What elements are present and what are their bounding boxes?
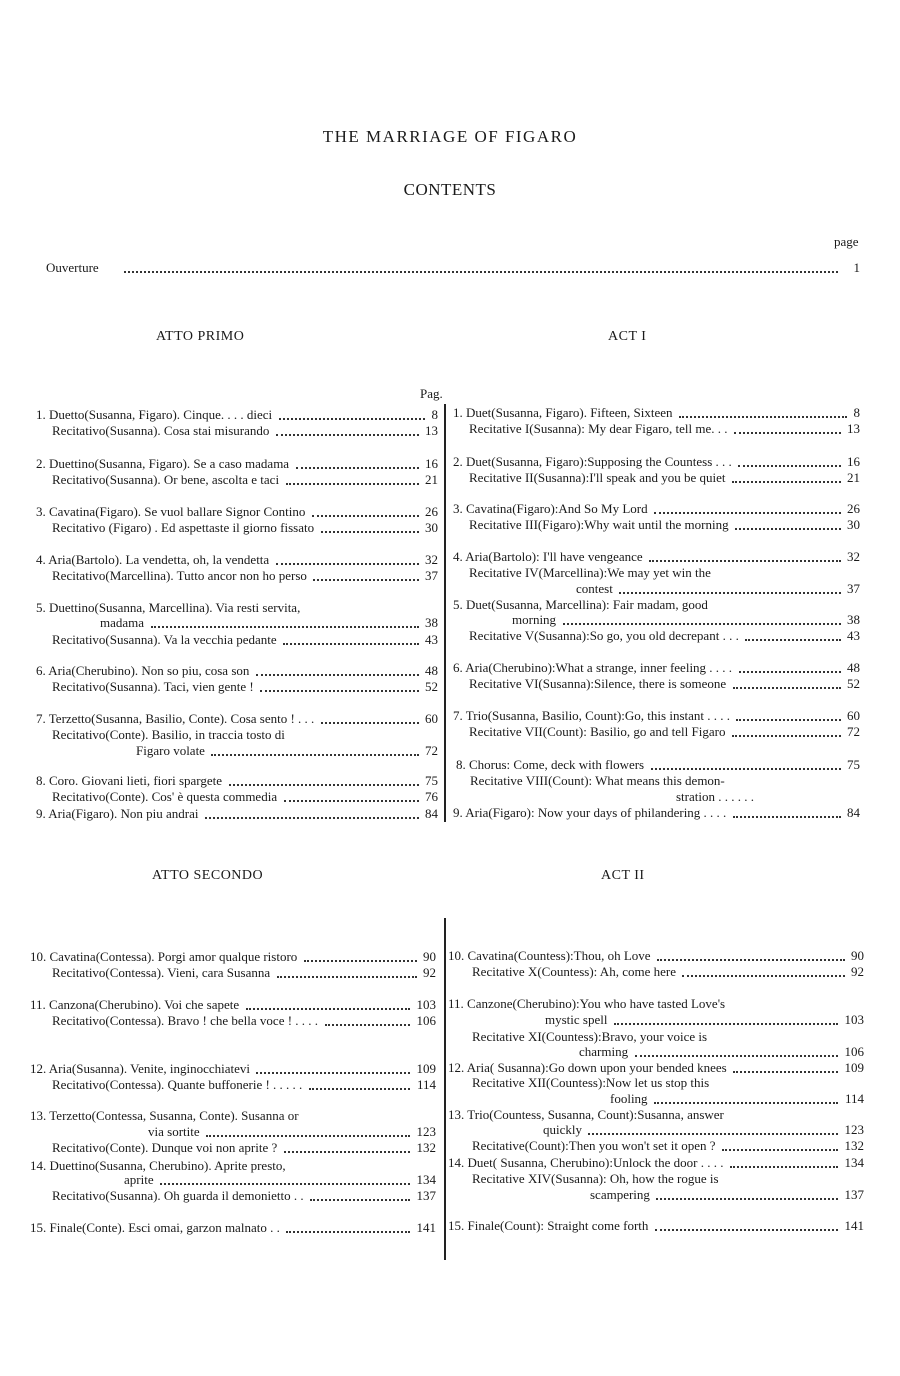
entry-page-number: 60: [847, 708, 860, 723]
page-title: THE MARRIAGE OF FIGARO: [322, 127, 578, 146]
entry-title: 6. Aria(Cherubino):What a strange, inner feeling . . . .: [453, 660, 733, 675]
contents-entry: [545, 1012, 864, 1028]
entry-page-number: 48: [847, 660, 860, 675]
act1-italian-heading: ATTO PRIMO: [156, 329, 245, 344]
entry-title: Recitativo(Susanna). Va la vecchia pedante: [52, 632, 277, 647]
entry-title: via sortite: [148, 1124, 200, 1139]
entry-title: morning: [512, 612, 557, 627]
entry-page-number: 123: [844, 1122, 864, 1137]
leader-dots: [286, 467, 419, 485]
entry-title: Recitative VII(Count): Basilio, go and tell Figaro: [469, 724, 726, 739]
entry-title: Recitative XI(Countess):Bravo, your voice is: [472, 1029, 708, 1044]
contents-entry: [30, 1220, 436, 1236]
entry-title: Recitativo(Contessa). Vieni, cara Susanna: [52, 965, 271, 980]
contents-entry: [469, 421, 860, 437]
entry-page-number: 137: [844, 1187, 864, 1202]
entry-page-number: 30: [847, 517, 860, 532]
entry-page-number: 60: [425, 711, 438, 726]
entry-title: 11. Canzona(Cherubino). Voi che sapete: [30, 997, 240, 1012]
page-column-header: page: [834, 234, 859, 249]
entry-page-number: 75: [847, 757, 860, 772]
leader-dots: [745, 623, 841, 641]
contents-entry: [52, 520, 438, 536]
contents-entry: [456, 757, 860, 773]
contents-entry: [52, 1013, 436, 1029]
entry-title: quickly: [543, 1122, 582, 1137]
entry-page-number: 103: [416, 997, 436, 1012]
contents-entry: [52, 679, 438, 695]
entry-page-number: 37: [847, 581, 860, 596]
leader-dots: [733, 671, 841, 689]
column-divider: [444, 918, 446, 1260]
entry-page-number: 13: [425, 423, 438, 438]
entry-title: 14. Duettino(Susanna, Cherubino). Aprite presto,: [30, 1158, 286, 1173]
contents-entry: [136, 743, 438, 759]
entry-title: Recitative V(Susanna):So go, you old decrepant . . .: [469, 628, 739, 643]
entry-title: 1. Duet(Susanna, Figaro). Fifteen, Sixteen: [453, 405, 673, 420]
entry-title: 12. Aria(Susanna). Venite, inginocchiatevi: [30, 1061, 250, 1076]
entry-title: 5. Duettino(Susanna, Marcellina). Via resti servita,: [36, 600, 301, 615]
entry-title: Recitativo(Contessa). Bravo ! che bella voce ! . . . .: [52, 1013, 319, 1028]
entry-title: Recitative XII(Countess):Now let us stop this: [472, 1075, 710, 1090]
leader-dots: [205, 801, 419, 819]
contents-entry: [448, 1155, 864, 1171]
leader-dots: [284, 784, 419, 802]
entry-title: 13. Trio(Countess, Susanna, Count):Susanna, answer: [448, 1107, 724, 1122]
entry-page-number: 84: [425, 806, 438, 821]
entry-title: Recitativo(Susanna). Taci, vien gente !: [52, 679, 254, 694]
leader-dots: [321, 515, 419, 533]
entry-page-number: 92: [851, 964, 864, 979]
leader-dots: [276, 418, 419, 436]
contents-entry: [52, 1077, 436, 1093]
entry-page-number: 134: [844, 1155, 864, 1170]
entry-page-number: 84: [847, 805, 860, 820]
entry-title: Recitativo(Marcellina). Tutto ancor non ho perso: [52, 568, 307, 583]
leader-dots: [211, 738, 419, 756]
entry-title: 1. Duetto(Susanna, Figaro). Cinque. . . . dieci: [36, 407, 273, 422]
overture-entry: [46, 260, 860, 276]
leader-dots: [286, 1215, 410, 1233]
contents-entry: [448, 1060, 864, 1076]
entry-page-number: 13: [847, 421, 860, 436]
leader-dots: [321, 706, 419, 724]
entry-page-number: 137: [416, 1188, 436, 1203]
overture-page: 1: [853, 260, 860, 275]
entry-title: 14. Duet( Susanna, Cherubino):Unlock the door . . . .: [448, 1155, 724, 1170]
leader-dots: [732, 719, 841, 737]
contents-entry: [469, 628, 860, 644]
entry-title: Recitativo(Susanna). Cosa stai misurando: [52, 423, 270, 438]
entry-page-number: 52: [847, 676, 860, 691]
entry-page-number: 106: [844, 1044, 864, 1059]
entry-page-number: 134: [416, 1172, 436, 1187]
entry-page-number: 43: [425, 632, 438, 647]
entry-page-number: 32: [847, 549, 860, 564]
contents-entry: [576, 581, 860, 597]
entry-title: 9. Aria(Figaro): Now your days of philandering . . . .: [453, 805, 727, 820]
leader-dots: [325, 1008, 410, 1026]
contents-entry: [52, 1140, 436, 1156]
entry-title: Recitativo(Conte). Cos' è questa commedia: [52, 789, 278, 804]
leader-dots: [656, 1182, 838, 1200]
entry-title: 10. Cavatina(Contessa). Porgi amor qualque ristoro: [30, 949, 298, 964]
entry-page-number: 114: [844, 1091, 864, 1106]
entry-title: Recitative IV(Marcellina):We may yet win the: [469, 565, 711, 580]
leader-dots: [310, 1183, 410, 1201]
entry-title: Recitative VIII(Count): What means this demon-: [470, 773, 725, 788]
contents-entry: [52, 472, 438, 488]
entry-title: Recitativo (Figaro) . Ed aspettaste il giorno fissato: [52, 520, 315, 535]
entry-title: 15. Finale(Count): Straight come forth: [448, 1218, 649, 1233]
entry-page-number: 72: [847, 724, 860, 739]
contents-heading: CONTENTS: [403, 180, 497, 199]
entry-page-number: 21: [847, 470, 860, 485]
entry-title: Recitative(Count):Then you won't set it open ?: [472, 1138, 716, 1153]
contents-entry: [453, 805, 860, 821]
entry-page-number: 21: [425, 472, 438, 487]
entry-page-number: 76: [425, 789, 438, 804]
leader-dots: [722, 1133, 838, 1151]
act2-italian-heading: ATTO SECONDO: [152, 868, 264, 883]
leader-dots: [277, 960, 417, 978]
entry-page-number: 123: [416, 1124, 436, 1139]
entry-title: 4. Aria(Bartolo): I'll have vengeance: [453, 549, 643, 564]
leader-dots: [649, 544, 841, 562]
leader-dots: [732, 465, 841, 483]
leader-dots: [733, 800, 841, 818]
contents-entry: [470, 773, 860, 789]
leader-dots: [619, 576, 841, 594]
leader-dots: [284, 1135, 410, 1153]
entry-title: 12. Aria( Susanna):Go down upon your bended knees: [448, 1060, 727, 1075]
entry-page-number: 16: [425, 456, 438, 471]
entry-page-number: 8: [431, 407, 438, 422]
contents-entry: [52, 965, 436, 981]
contents-entry: [52, 568, 438, 584]
leader-dots: [654, 1086, 838, 1104]
entry-page-number: 52: [425, 679, 438, 694]
entry-title: 4. Aria(Bartolo). La vendetta, oh, la vendetta: [36, 552, 270, 567]
entry-page-number: 132: [844, 1138, 864, 1153]
leader-dots: [682, 959, 845, 977]
entry-title: 10. Cavatina(Countess):Thou, oh Love: [448, 948, 651, 963]
entry-title: contest: [576, 581, 613, 596]
leader-dots: [309, 1072, 410, 1090]
entry-title: Recitativo(Conte). Basilio, in traccia tosto di: [52, 727, 285, 742]
contents-entry: [469, 676, 860, 692]
entry-title: Recitativo(Conte). Dunque voi non aprite ?: [52, 1140, 278, 1155]
entry-page-number: 90: [423, 949, 436, 964]
entry-page-number: 16: [847, 454, 860, 469]
entry-page-number: 109: [844, 1060, 864, 1075]
entry-page-number: 132: [416, 1140, 436, 1155]
entry-title: 6. Aria(Cherubino). Non so piu, cosa son: [36, 663, 250, 678]
contents-entry: [52, 1188, 436, 1204]
contents-entry: [469, 470, 860, 486]
entry-page-number: 37: [425, 568, 438, 583]
leader-dots: [313, 563, 419, 581]
entry-title: 8. Chorus: Come, deck with flowers: [456, 757, 645, 772]
entry-title: Recitative III(Figaro):Why wait until the morning: [469, 517, 729, 532]
entry-title: 2. Duettino(Susanna, Figaro). Se a caso madama: [36, 456, 290, 471]
entry-page-number: 32: [425, 552, 438, 567]
pag-column-header: Pag.: [420, 386, 443, 401]
leader-dots: [735, 512, 841, 530]
contents-entry: [453, 549, 860, 565]
entry-page-number: 90: [851, 948, 864, 963]
contents-entry: [36, 711, 438, 727]
entry-title: mystic spell: [545, 1012, 608, 1027]
act1-english-heading: ACT I: [608, 329, 647, 344]
entry-title: 5. Duet(Susanna, Marcellina): Fair madam, good: [453, 597, 708, 612]
entry-page-number: 75: [425, 773, 438, 788]
contents-entry: [590, 1187, 864, 1203]
contents-entry: [469, 517, 860, 533]
entry-title: 15. Finale(Conte). Esci omai, garzon malnato . .: [30, 1220, 280, 1235]
contents-entry: [469, 724, 860, 740]
entry-page-number: 8: [853, 405, 860, 420]
entry-title: 13. Terzetto(Contessa, Susanna, Conte). Susanna or: [30, 1108, 299, 1123]
contents-entry: [610, 1091, 864, 1107]
entry-title: Recitative X(Countess): Ah, come here: [472, 964, 676, 979]
column-divider: [444, 404, 446, 822]
entry-title: Recitativo(Susanna). Oh guarda il demonietto . .: [52, 1188, 304, 1203]
entry-page-number: 103: [844, 1012, 864, 1027]
entry-title: Figaro volate: [136, 743, 205, 758]
leader-dots: [733, 1055, 838, 1073]
leader-dots: [730, 1150, 838, 1168]
entry-title: Recitative XIV(Susanna): Oh, how the rogue is: [472, 1171, 719, 1186]
entry-title: charming: [579, 1044, 629, 1059]
entry-title: Recitative II(Susanna):I'll speak and you be quiet: [469, 470, 726, 485]
leader-dots: [283, 627, 419, 645]
entry-title: 8. Coro. Giovani lieti, fiori spargete: [36, 773, 223, 788]
entry-title: aprite: [124, 1172, 154, 1187]
entry-title: scampering: [590, 1187, 650, 1202]
leader-dots: [260, 674, 419, 692]
entry-title: 9. Aria(Figaro). Non piu andrai: [36, 806, 199, 821]
entry-page-number: 26: [425, 504, 438, 519]
entry-title: Recitativo(Susanna). Or bene, ascolta e taci: [52, 472, 280, 487]
entry-page-number: 72: [425, 743, 438, 758]
entry-page-number: 38: [425, 615, 438, 630]
leader-dots: [614, 1007, 838, 1025]
entry-title: Recitative VI(Susanna):Silence, there is someone: [469, 676, 727, 691]
entry-title: stration . . . . . .: [676, 789, 754, 804]
overture-label: Ouverture: [46, 260, 99, 275]
entry-page-number: 30: [425, 520, 438, 535]
entry-title: Recitativo(Contessa). Quante buffonerie ! . . . . .: [52, 1077, 303, 1092]
leader-dots: [124, 255, 838, 273]
contents-entry: [52, 632, 438, 648]
entry-page-number: 141: [416, 1220, 436, 1235]
leader-dots: [655, 1213, 838, 1231]
contents-entry: [52, 423, 438, 439]
entry-page-number: 114: [416, 1077, 436, 1092]
entry-page-number: 109: [416, 1061, 436, 1076]
entry-title: 3. Cavatina(Figaro). Se vuol ballare Signor Contino: [36, 504, 306, 519]
contents-entry: [36, 806, 438, 822]
entry-title: 11. Canzone(Cherubino):You who have tasted Love's: [448, 996, 726, 1011]
entry-page-number: 43: [847, 628, 860, 643]
entry-page-number: 141: [844, 1218, 864, 1233]
entry-title: 7. Terzetto(Susanna, Basilio, Conte). Cosa sento ! . . .: [36, 711, 315, 726]
entry-page-number: 26: [847, 501, 860, 516]
act2-english-heading: ACT II: [601, 868, 645, 883]
entry-page-number: 92: [423, 965, 436, 980]
contents-entry: [448, 1218, 864, 1234]
entry-page-number: 106: [416, 1013, 436, 1028]
entry-title: Recitative I(Susanna): My dear Figaro, tell me. . .: [469, 421, 728, 436]
leader-dots: [734, 416, 841, 434]
entry-title: 7. Trio(Susanna, Basilio, Count):Go, this instant . . . .: [453, 708, 730, 723]
entry-page-number: 38: [847, 612, 860, 627]
contents-entry: [472, 964, 864, 980]
entry-title: fooling: [610, 1091, 648, 1106]
leader-dots: [651, 752, 841, 770]
leader-dots: [151, 610, 419, 628]
entry-title: madama: [100, 615, 145, 630]
entry-title: 3. Cavatina(Figaro):And So My Lord: [453, 501, 648, 516]
entry-page-number: 48: [425, 663, 438, 678]
entry-title: 2. Duet(Susanna, Figaro):Supposing the Countess . . .: [453, 454, 732, 469]
